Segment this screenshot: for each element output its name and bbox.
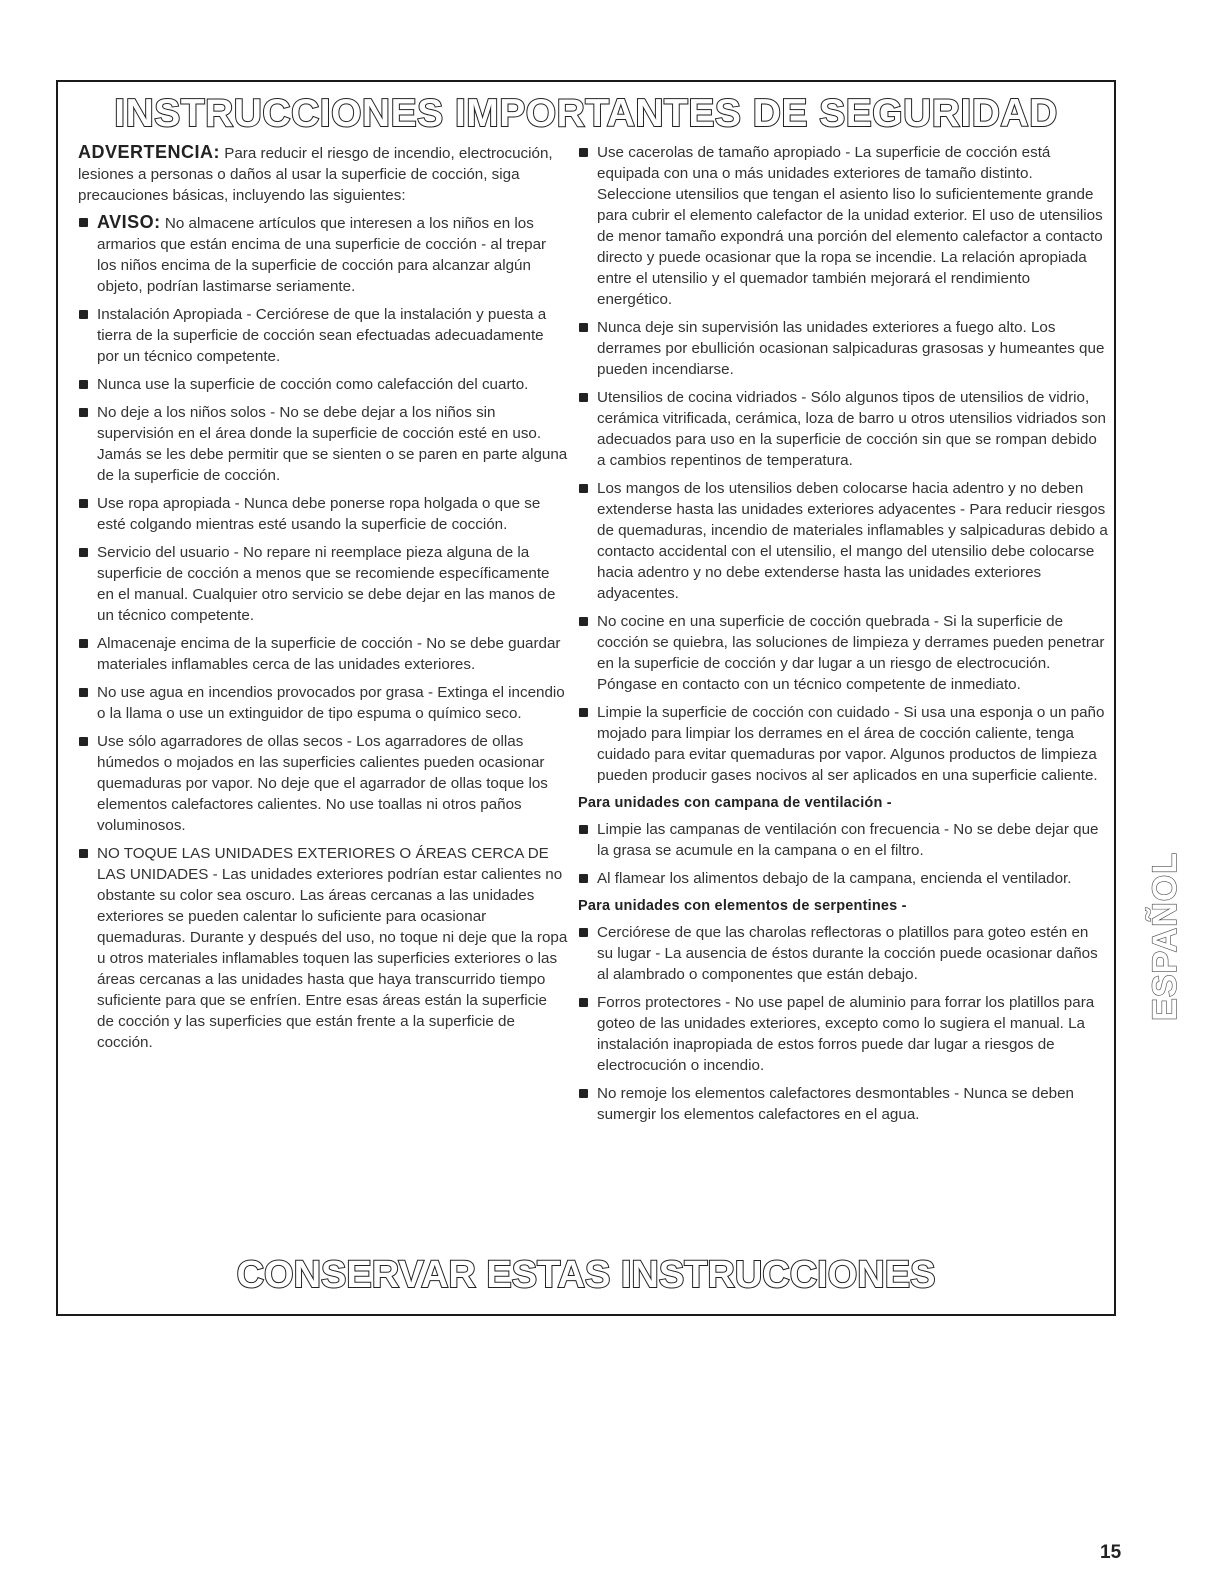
item-text: No use agua en incendios provocados por grasa - Extinga el incendio o la llama o use un extinguidor de tipo espuma o químico seco. (97, 684, 565, 722)
item-text: No cocine en una superficie de cocción quebrada - Si la superficie de cocción se quiebra, las soluciones de limpieza y derrames pueden penetrar en la superficie de cocción y dar lugar a un riesgo de electrocución. Póngase en contacto con un técnico competente de inmediato. (597, 613, 1105, 693)
list-item (78, 402, 568, 486)
square-bullet-icon (579, 148, 588, 157)
document-title: INSTRUCCIONES IMPORTANTES DE SEGURIDAD (114, 92, 1058, 135)
square-bullet-icon (579, 1089, 588, 1098)
item-text: Limpie las campanas de ventilación con frecuencia - No se debe dejar que la grasa se acumule en la campana o en el filtro. (597, 821, 1099, 859)
list-item (578, 922, 1108, 985)
square-bullet-icon (79, 380, 88, 389)
item-text: Al flamear los alimentos debajo de la campana, encienda el ventilador. (597, 870, 1072, 887)
item-text: No almacene artículos que interesen a los niños en los armarios que están encima de una superficie de cocción - al trepar los niños encima de la superficie de cocción para alcanzar algún objeto, podrían lastimarse seriamente. (97, 215, 547, 295)
item-text: Cerciórese de que las charolas reflectoras o platillos para goteo estén en su lugar - La ausencia de éstos durante la cocción puede ocasionar daños al alambrado o componentes que están debajo. (597, 924, 1098, 983)
square-bullet-icon (579, 617, 588, 626)
right-column (578, 142, 1108, 1132)
square-bullet-icon (579, 928, 588, 937)
item-text: No deje a los niños solos - No se debe dejar a los niños sin supervisión en el área donde la superficie de cocción esté en uso. Jamás se les debe permitir que se sienten o se paren en parte alguna de la superficie de cocción. (97, 404, 568, 484)
square-bullet-icon (579, 393, 588, 402)
square-bullet-icon (79, 310, 88, 319)
list-item (78, 542, 568, 626)
square-bullet-icon (79, 408, 88, 417)
footer-title: CONSERVAR ESTAS INSTRUCCIONES (236, 1254, 936, 1296)
list-item (78, 731, 568, 836)
list-item (578, 611, 1108, 695)
right-safety-list (578, 142, 1108, 786)
list-item (578, 478, 1108, 604)
list-item (578, 317, 1108, 380)
item-text: No remoje los elementos calefactores desmontables - Nunca se deben sumergir los elementos calefactores en el agua. (597, 1085, 1074, 1123)
list-item (578, 819, 1108, 861)
item-text: Utensilios de cocina vidriados - Sólo algunos tipos de utensilios de vidrio, cerámica vitrificada, cerámica, loza de barro u otros utensilios vidriados son adecuados para uso en la superficie de cocción sin que se rompan debido a cambios repentinos de temperatura. (597, 389, 1107, 469)
list-item (578, 992, 1108, 1076)
hood-heading: Para unidades con campana de ventilación - (578, 795, 892, 811)
list-item (578, 142, 1108, 310)
square-bullet-icon (79, 849, 88, 858)
item-text: Nunca deje sin supervisión las unidades exteriores a fuego alto. Los derrames por ebullición ocasionan salpicaduras grasosas y humeantes que pueden incendiarse. (597, 319, 1105, 378)
item-text: NO TOQUE LAS UNIDADES EXTERIORES O ÁREAS CERCA DE LAS UNIDADES - Las unidades exteriores podrían estar calientes no obstante su color sea oscuro. Las áreas cercanas a las unidades exteriores se pueden calentar lo suficiente para ocasionar quemaduras. Durante y después del uso, no toque ni deje que la ropa u otros materiales inflamables toquen las superficies exteriores o las áreas cercanas a las unidades hasta que haya transcurrido tiempo suficiente para que se enfríen. Entre esas áreas están la superficie de cocción y las superficies que están frente a la superficie de cocción. (97, 845, 568, 1051)
list-item (78, 633, 568, 675)
square-bullet-icon (79, 688, 88, 697)
warning-intro (78, 142, 568, 206)
warning-text: Para reducir el riesgo de incendio, electrocución, lesiones a personas o daños al usar la superficie de cocción, siga precauciones básicas, incluyendo las siguientes: (78, 145, 553, 204)
item-text: Limpie la superficie de cocción con cuidado - Si usa una esponja o un paño mojado para limpiar los derrames en el área de cocción caliente, tenga cuidado para evitar quemaduras por vapor. Algunos productos de limpieza pueden producir gases nocivos al ser aplicados en una superficie caliente. (597, 704, 1105, 784)
square-bullet-icon (79, 218, 88, 227)
language-label: ESPAÑOL (1145, 851, 1184, 1021)
language-side-tab (1145, 826, 1184, 1046)
square-bullet-icon (79, 639, 88, 648)
square-bullet-icon (79, 737, 88, 746)
square-bullet-icon (579, 323, 588, 332)
list-item (78, 493, 568, 535)
item-text: Instalación Apropiada - Cerciórese de que la instalación y puesta a tierra de la superficie de cocción sean efectuadas adecuadamente por un técnico competente. (97, 306, 547, 365)
hood-safety-list (578, 819, 1108, 889)
list-item (78, 843, 568, 1053)
square-bullet-icon (579, 708, 588, 717)
item-text: Use cacerolas de tamaño apropiado - La superficie de cocción está equipada con una o más unidades exteriores de tamaño distinto. Seleccione utensilios que tengan el asiento liso lo suficientemente grande para cubrir el elemento calefactor de la unidad exterior. El uso de utensilios de menor tamaño expondrá una porción del elemento calefactor a contacto directo y puede ocasionar que la ropa se incendie. La relación apropiada entre el utensilio y el quemador también mejorará el rendimiento energético. (597, 144, 1103, 308)
square-bullet-icon (579, 874, 588, 883)
item-text: Servicio del usuario - No repare ni reemplace pieza alguna de la superficie de cocción a menos que se recomiende específicamente en el manual. Cualquier otro servicio se debe dejar en las manos de un técnico competente. (97, 544, 556, 624)
list-item (578, 868, 1108, 889)
item-text: Los mangos de los utensilios deben colocarse hacia adentro y no deben extenderse hasta las unidades exteriores adyacentes - Para reducir riesgos de quemaduras, incendio de materiales inflamables y salpicaduras debido a contacto accidental con el utensilio, el mango del utensilio debe colocarse hacia adentro y no debe extenderse hasta las unidades exteriores adyacentes. (597, 480, 1108, 602)
list-item (578, 1083, 1108, 1125)
square-bullet-icon (579, 484, 588, 493)
coil-heading: Para unidades con elementos de serpentines - (578, 898, 907, 914)
left-safety-list (78, 212, 568, 1053)
item-text: Nunca use la superficie de cocción como calefacción del cuarto. (97, 376, 529, 393)
item-text: Forros protectores - No use papel de aluminio para forrar los platillos para goteo de las unidades exteriores, excepto como lo sugiera el manual. La instalación inapropiada de estos forros puede dar lugar a riesgos de electrocución o incendio. (597, 994, 1095, 1074)
item-text: Use ropa apropiada - Nunca debe ponerse ropa holgada o que se esté colgando mientras esté usando la superficie de cocción. (97, 495, 541, 533)
list-item (78, 212, 568, 297)
item-lead: AVISO: (97, 212, 161, 232)
coil-safety-list (578, 922, 1108, 1125)
list-item (578, 702, 1108, 786)
list-item (78, 682, 568, 724)
square-bullet-icon (579, 998, 588, 1007)
list-item (578, 387, 1108, 471)
item-text: Almacenaje encima de la superficie de cocción - No se debe guardar materiales inflamables cerca de las unidades exteriores. (97, 635, 561, 673)
item-text: Use sólo agarradores de ollas secos - Los agarradores de ollas húmedos o mojados en las superficies calientes pueden ocasionar quemaduras por vapor. No deje que el agarrador de ollas toque los elementos calefactores calientes. No use toallas ni otros paños voluminosos. (97, 733, 548, 834)
page-number: 15 (1100, 1542, 1122, 1563)
list-item (78, 374, 568, 395)
safety-box (56, 80, 1116, 1316)
square-bullet-icon (79, 499, 88, 508)
square-bullet-icon (79, 548, 88, 557)
list-item (78, 304, 568, 367)
square-bullet-icon (579, 825, 588, 834)
left-column (78, 142, 568, 1060)
warning-label: ADVERTENCIA: (78, 142, 221, 162)
